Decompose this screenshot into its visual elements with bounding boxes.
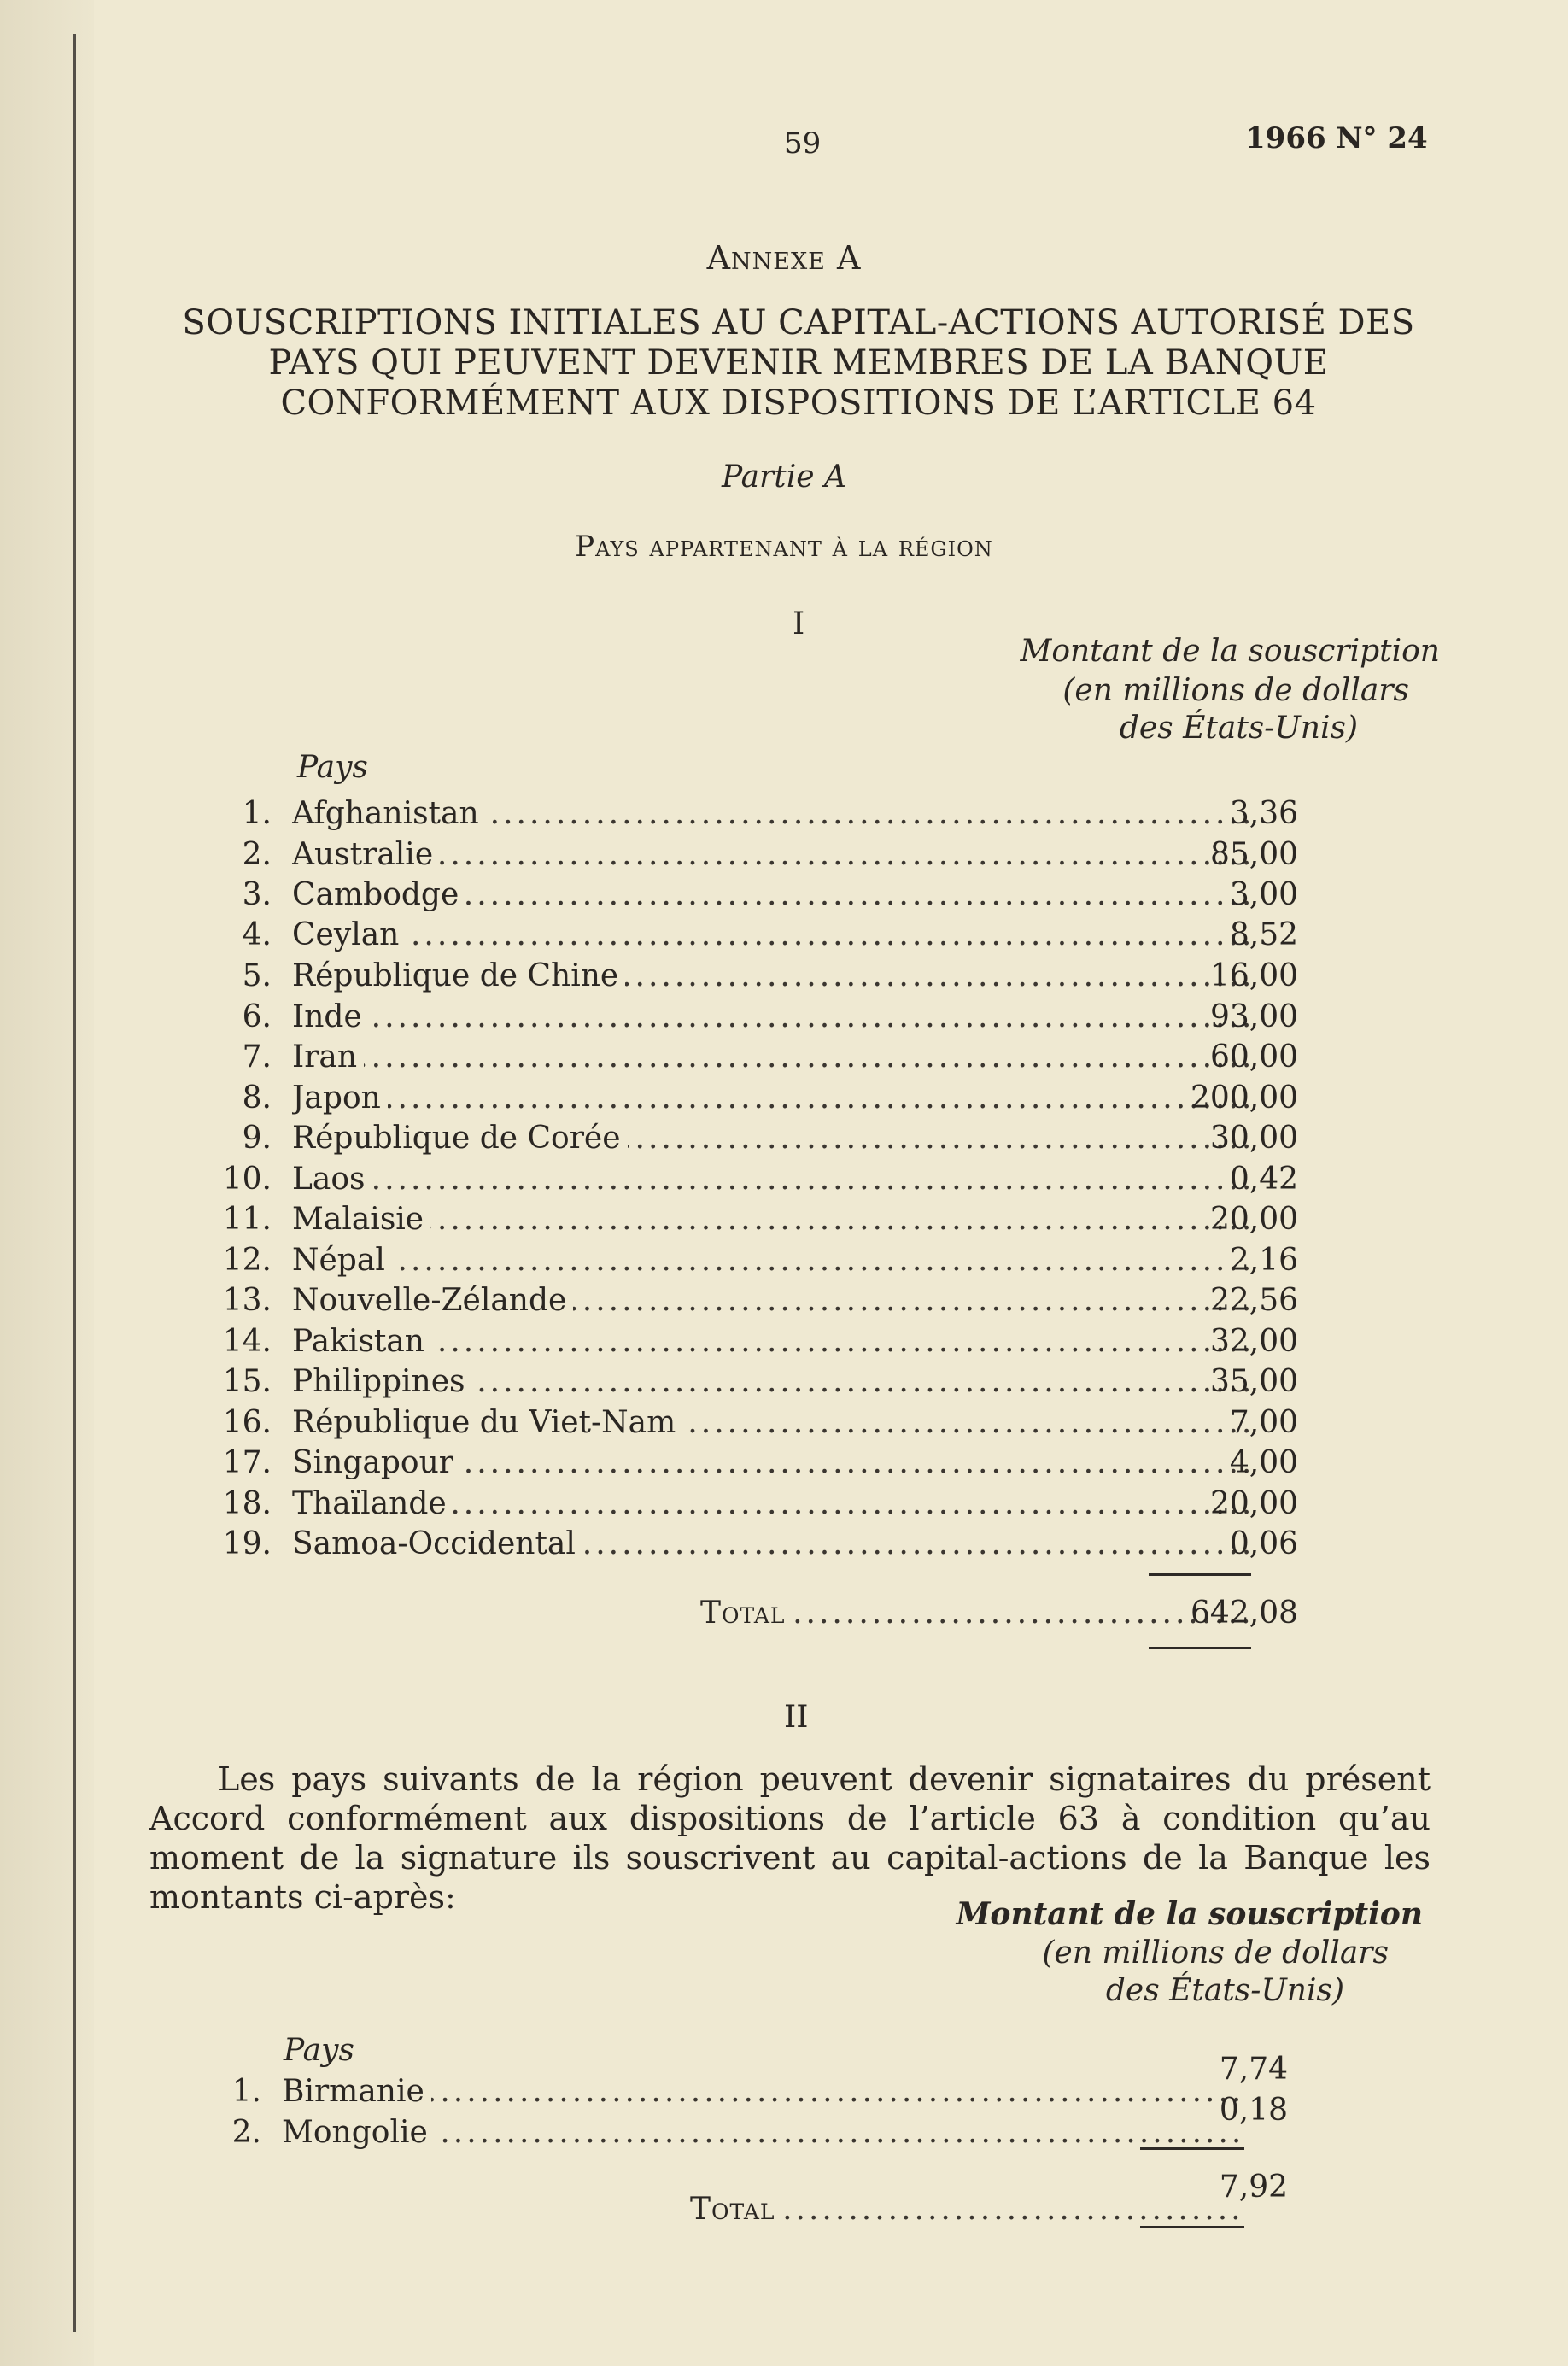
section-1-amount-header-line-1: Montant de la souscription xyxy=(1020,634,1440,669)
row-country: Pakistan ..... xyxy=(292,1324,1257,1359)
section-1-total-row xyxy=(214,1596,1298,1635)
row-value: 3,00 xyxy=(1229,877,1298,912)
total-rule-top xyxy=(1149,1573,1251,1576)
total-label: Total ..... xyxy=(690,2192,1247,2227)
row-value: 32,00 xyxy=(1209,1324,1298,1359)
row-value: 22,56 xyxy=(1209,1283,1298,1318)
row-country: Inde ..... xyxy=(292,999,1257,1034)
table-row xyxy=(214,1081,1298,1120)
row-country: Australie ..... xyxy=(292,837,1257,872)
row-country: Ceylan ..... xyxy=(292,917,1257,952)
table-row xyxy=(214,877,1298,917)
row-value: 60,00 xyxy=(1209,1040,1298,1075)
total-rule-top-2 xyxy=(1140,2147,1244,2150)
row-number: 1. xyxy=(242,796,272,831)
row-country: Mongolie ..... xyxy=(282,2115,1247,2150)
row-value: 35,00 xyxy=(1209,1364,1298,1399)
row-country: Singapour ..... xyxy=(292,1445,1257,1480)
row-country: Afghanistan ..... xyxy=(292,796,1257,831)
row-number: 17. xyxy=(222,1445,272,1480)
table-row xyxy=(214,1040,1298,1079)
table-row xyxy=(214,1526,1298,1566)
section-1-amount-header-line-3: des États-Unis) xyxy=(1119,711,1358,746)
row-number: 9. xyxy=(242,1121,272,1156)
row-number: 10. xyxy=(222,1162,272,1197)
row-number: 5. xyxy=(242,958,272,993)
row-value: 2,16 xyxy=(1229,1243,1298,1278)
row-value: 93,00 xyxy=(1209,999,1298,1034)
table-row xyxy=(214,1121,1298,1160)
table-row xyxy=(214,1162,1298,1201)
row-number: 2. xyxy=(242,837,272,872)
section-1-numeral: I xyxy=(793,606,805,641)
row-value: 16,00 xyxy=(1209,958,1298,993)
main-title-line-2: PAYS QUI PEUVENT DEVENIR MEMBRES DE LA BANQUE xyxy=(268,343,1329,383)
row-country: Nouvelle-Zélande ..... xyxy=(292,1283,1257,1318)
row-value: 8,52 xyxy=(1229,917,1298,952)
row-value: 3,36 xyxy=(1229,796,1298,831)
row-number: 1. xyxy=(231,2074,261,2109)
main-title-line-3: CONFORMÉMENT AUX DISPOSITIONS DE L’ARTICLE 64 xyxy=(280,384,1317,423)
section-1-amount-header-line-2: (en millions de dollars xyxy=(1062,673,1409,708)
total-value: 642,08 xyxy=(1191,1596,1298,1631)
row-country: Iran ..... xyxy=(292,1040,1257,1075)
row-country: Cambodge ..... xyxy=(292,877,1257,912)
row-number: 11. xyxy=(222,1202,272,1237)
table-row xyxy=(214,999,1298,1039)
row-country: République de Chine ..... xyxy=(292,958,1257,993)
section-2-amount-header-line-3: des États-Unis) xyxy=(1105,1973,1344,2008)
row-country: Japon ..... xyxy=(292,1081,1257,1116)
row-value: 85,00 xyxy=(1209,837,1298,872)
row-number: 6. xyxy=(242,999,272,1034)
total-label: Total ..... xyxy=(700,1596,1257,1631)
row-value: 200,00 xyxy=(1191,1081,1298,1116)
table-row xyxy=(214,1202,1298,1241)
row-number: 2. xyxy=(231,2115,261,2150)
table-row xyxy=(214,1243,1298,1282)
row-number: 8. xyxy=(242,1081,272,1116)
row-number: 18. xyxy=(222,1486,272,1521)
row-country: Thaïlande ..... xyxy=(292,1486,1257,1521)
table-row xyxy=(214,1364,1298,1403)
row-country: République du Viet-Nam ..... xyxy=(292,1405,1257,1440)
document-reference: 1966 N° 24 xyxy=(1245,121,1428,155)
section-2-numeral: II xyxy=(784,1700,809,1735)
row-number: 13. xyxy=(222,1283,272,1318)
row-country: Birmanie ..... xyxy=(282,2074,1247,2109)
section-1-country-header: Pays xyxy=(297,750,368,785)
table-row xyxy=(214,1445,1298,1485)
table-row xyxy=(214,1324,1298,1363)
row-country: Népal ..... xyxy=(292,1243,1257,1278)
section-2-paragraph: Les pays suivants de la région peuvent devenir signataires du présent Accord conformément aux dispositions de l’article 63 à condition qu’au moment de la signature ils souscrivent au capital-actions de la Banque les montants ci-après: xyxy=(149,1760,1431,1916)
table-row xyxy=(203,2093,1288,2154)
table-row xyxy=(214,917,1298,957)
total-rule-bottom-2 xyxy=(1140,2226,1244,2228)
row-country: Malaisie ..... xyxy=(292,1202,1257,1237)
table-row xyxy=(214,837,1298,876)
row-value: 0,42 xyxy=(1229,1162,1298,1197)
row-number: 12. xyxy=(222,1243,272,1278)
row-number: 16. xyxy=(222,1405,272,1440)
table-row xyxy=(214,958,1298,998)
table-row xyxy=(214,796,1298,835)
section-2-total-row xyxy=(203,2170,1288,2231)
main-title-line-1: SOUSCRIPTIONS INITIALES AU CAPITAL-ACTIONS AUTORISÉ DES xyxy=(182,303,1415,343)
page-edge-shadow xyxy=(0,0,94,2366)
binding-line xyxy=(73,34,76,2332)
part-title: Partie A xyxy=(721,460,846,495)
row-country: République de Corée ..... xyxy=(292,1121,1257,1156)
row-value: 20,00 xyxy=(1209,1486,1298,1521)
section-title: Pays appartenant à la région xyxy=(575,530,993,564)
table-row xyxy=(214,1486,1298,1526)
row-value: 0,06 xyxy=(1229,1526,1298,1561)
page-number: 59 xyxy=(784,126,822,161)
section-2-country-header: Pays xyxy=(284,2033,354,2068)
row-value: 7,74 xyxy=(1219,2052,1288,2087)
row-number: 4. xyxy=(242,917,272,952)
row-value: 30,00 xyxy=(1209,1121,1298,1156)
row-number: 3. xyxy=(242,877,272,912)
row-value: 20,00 xyxy=(1209,1202,1298,1237)
table-row xyxy=(214,1405,1298,1444)
row-value: 0,18 xyxy=(1219,2093,1288,2128)
row-country: Laos ..... xyxy=(292,1162,1257,1197)
annex-title: Annexe A xyxy=(706,239,862,277)
row-number: 14. xyxy=(222,1324,272,1359)
total-value: 7,92 xyxy=(1219,2170,1288,2205)
section-2-amount-header-line-1: Montant de la souscription xyxy=(956,1896,1423,1932)
section-2-amount-header-line-2: (en millions de dollars xyxy=(1042,1936,1389,1971)
row-number: 7. xyxy=(242,1040,272,1075)
row-country: Samoa-Occidental ..... xyxy=(292,1526,1257,1561)
total-rule-bottom xyxy=(1149,1647,1251,1649)
row-value: 4,00 xyxy=(1229,1445,1298,1480)
row-number: 15. xyxy=(222,1364,272,1399)
row-country: Philippines ..... xyxy=(292,1364,1257,1399)
row-number: 19. xyxy=(222,1526,272,1561)
table-row xyxy=(214,1283,1298,1322)
row-value: 7,00 xyxy=(1229,1405,1298,1440)
